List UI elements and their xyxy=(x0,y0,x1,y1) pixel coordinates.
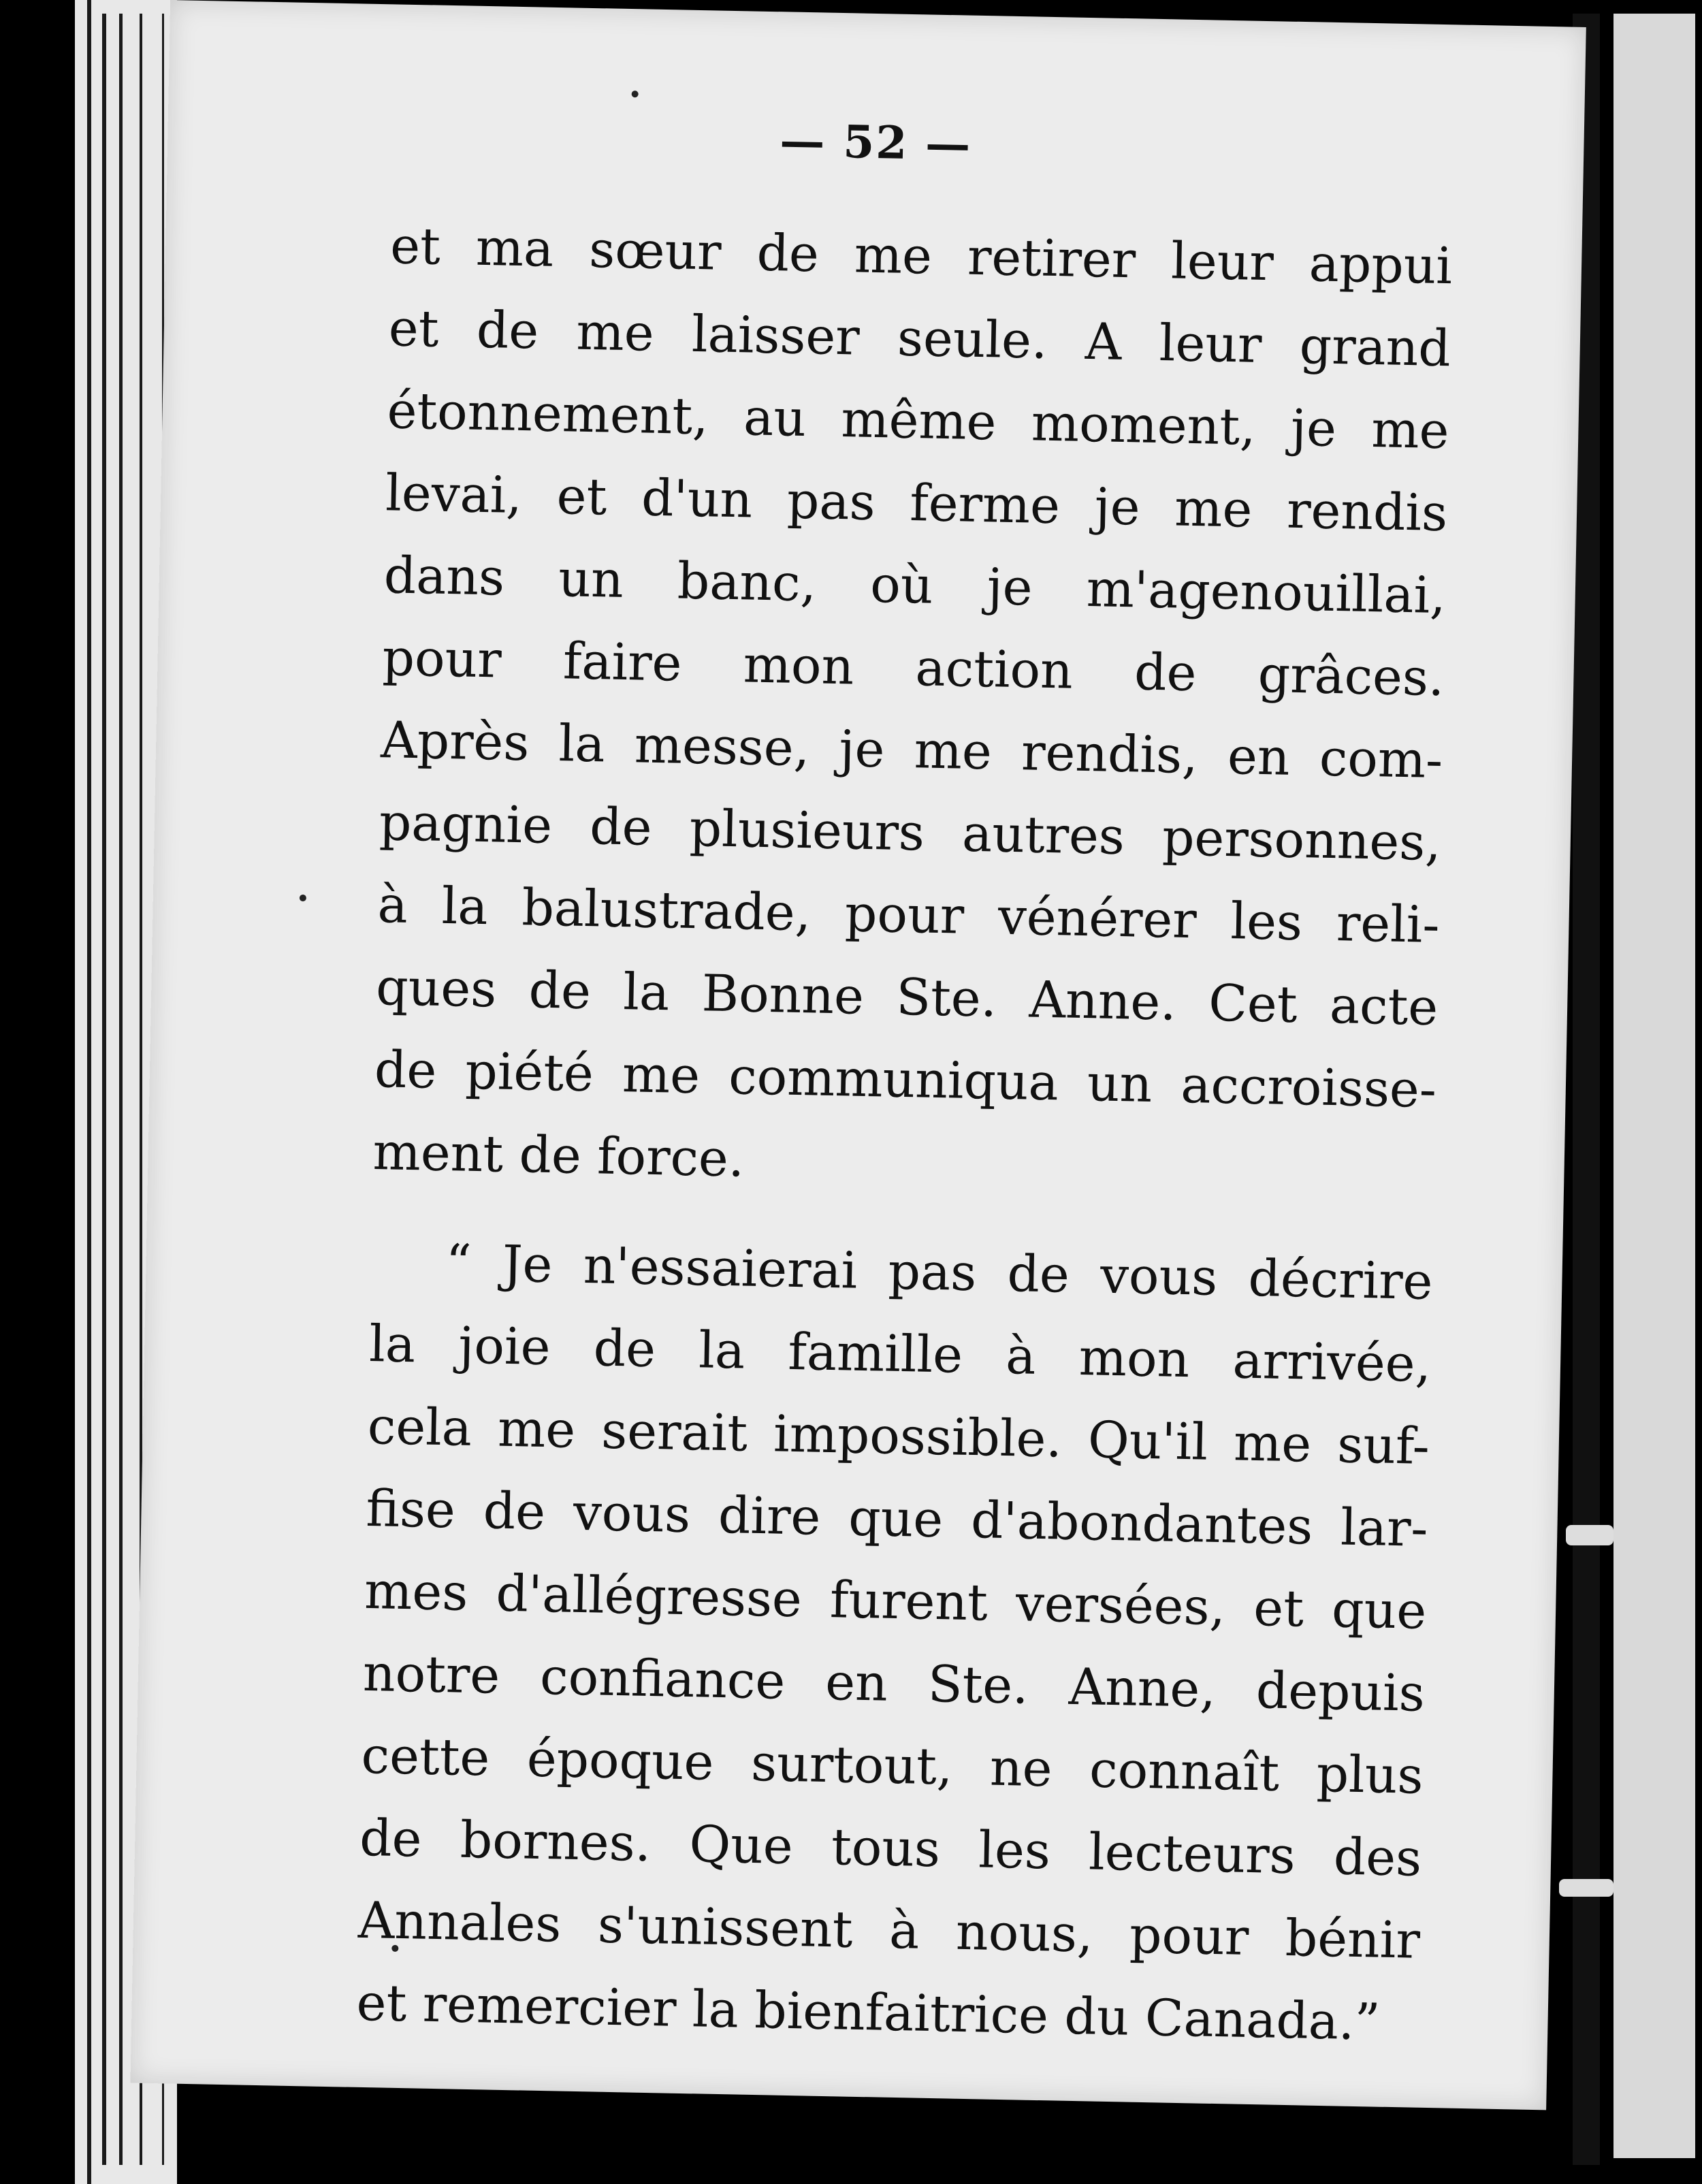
text-line: mes d'allégresse furent versées, et que xyxy=(364,1561,1427,1641)
text-line: ques de la Bonne Ste. Anne. Cet acte xyxy=(375,958,1439,1038)
text-line: et de me laisser seule. A leur grand xyxy=(388,299,1451,379)
text-line: pour faire mon action de grâces. xyxy=(381,628,1445,708)
binding-thread xyxy=(1559,1879,1613,1897)
text-line: la joie de la famille à mon arrivée, xyxy=(368,1315,1432,1394)
facing-page-edge xyxy=(1613,14,1695,2158)
text-line: de bornes. Que tous les lecteurs des xyxy=(359,1808,1422,1888)
page-edge-line xyxy=(119,14,123,2165)
text-line: pagnie de plusieurs autres personnes, xyxy=(379,793,1442,873)
text-line: notre confiance en Ste. Anne, depuis xyxy=(362,1643,1426,1723)
binding-thread xyxy=(1566,1525,1613,1545)
body-text xyxy=(356,205,1454,2064)
page-sheet xyxy=(130,0,1586,2110)
page-edge-line xyxy=(102,14,106,2165)
text-line: de piété me communiqua un accroisse- xyxy=(374,1040,1437,1120)
text-line: et ma sœur de me retirer leur appui xyxy=(389,216,1453,296)
text-line: fise de vous dire que d'abondantes lar- xyxy=(365,1479,1429,1558)
text-line: cette époque surtout, ne connaît plus xyxy=(360,1726,1424,1805)
paragraph xyxy=(372,205,1454,1214)
text-line: étonnement, au même moment, je me xyxy=(386,381,1450,461)
text-line: à la balustrade, pour vénérer les reli- xyxy=(376,876,1441,955)
text-line: cela me serait impossible. Qu'il me suf- xyxy=(367,1396,1430,1476)
page-edge-line xyxy=(87,0,91,2184)
text-line: et remercier la bienfaitrice du Canada.” xyxy=(355,1973,1381,2052)
page-number: — 52 — xyxy=(779,114,973,171)
paragraph xyxy=(356,1221,1434,2065)
text-line: levai, et d'un pas ferme je me rendis xyxy=(385,464,1448,543)
speck xyxy=(632,91,639,97)
text-line: dans un banc, où je m'agenouillai, xyxy=(383,546,1447,626)
text-line: ment de force. xyxy=(372,1123,745,1189)
text-line: Annales s'unissent à nous, pour bénir xyxy=(357,1891,1421,1970)
text-line: Après la messe, je me rendis, en com- xyxy=(380,711,1443,790)
text-line: “ Je n'essaierai pas de vous décrire xyxy=(445,1234,1434,1311)
speck xyxy=(300,895,306,901)
